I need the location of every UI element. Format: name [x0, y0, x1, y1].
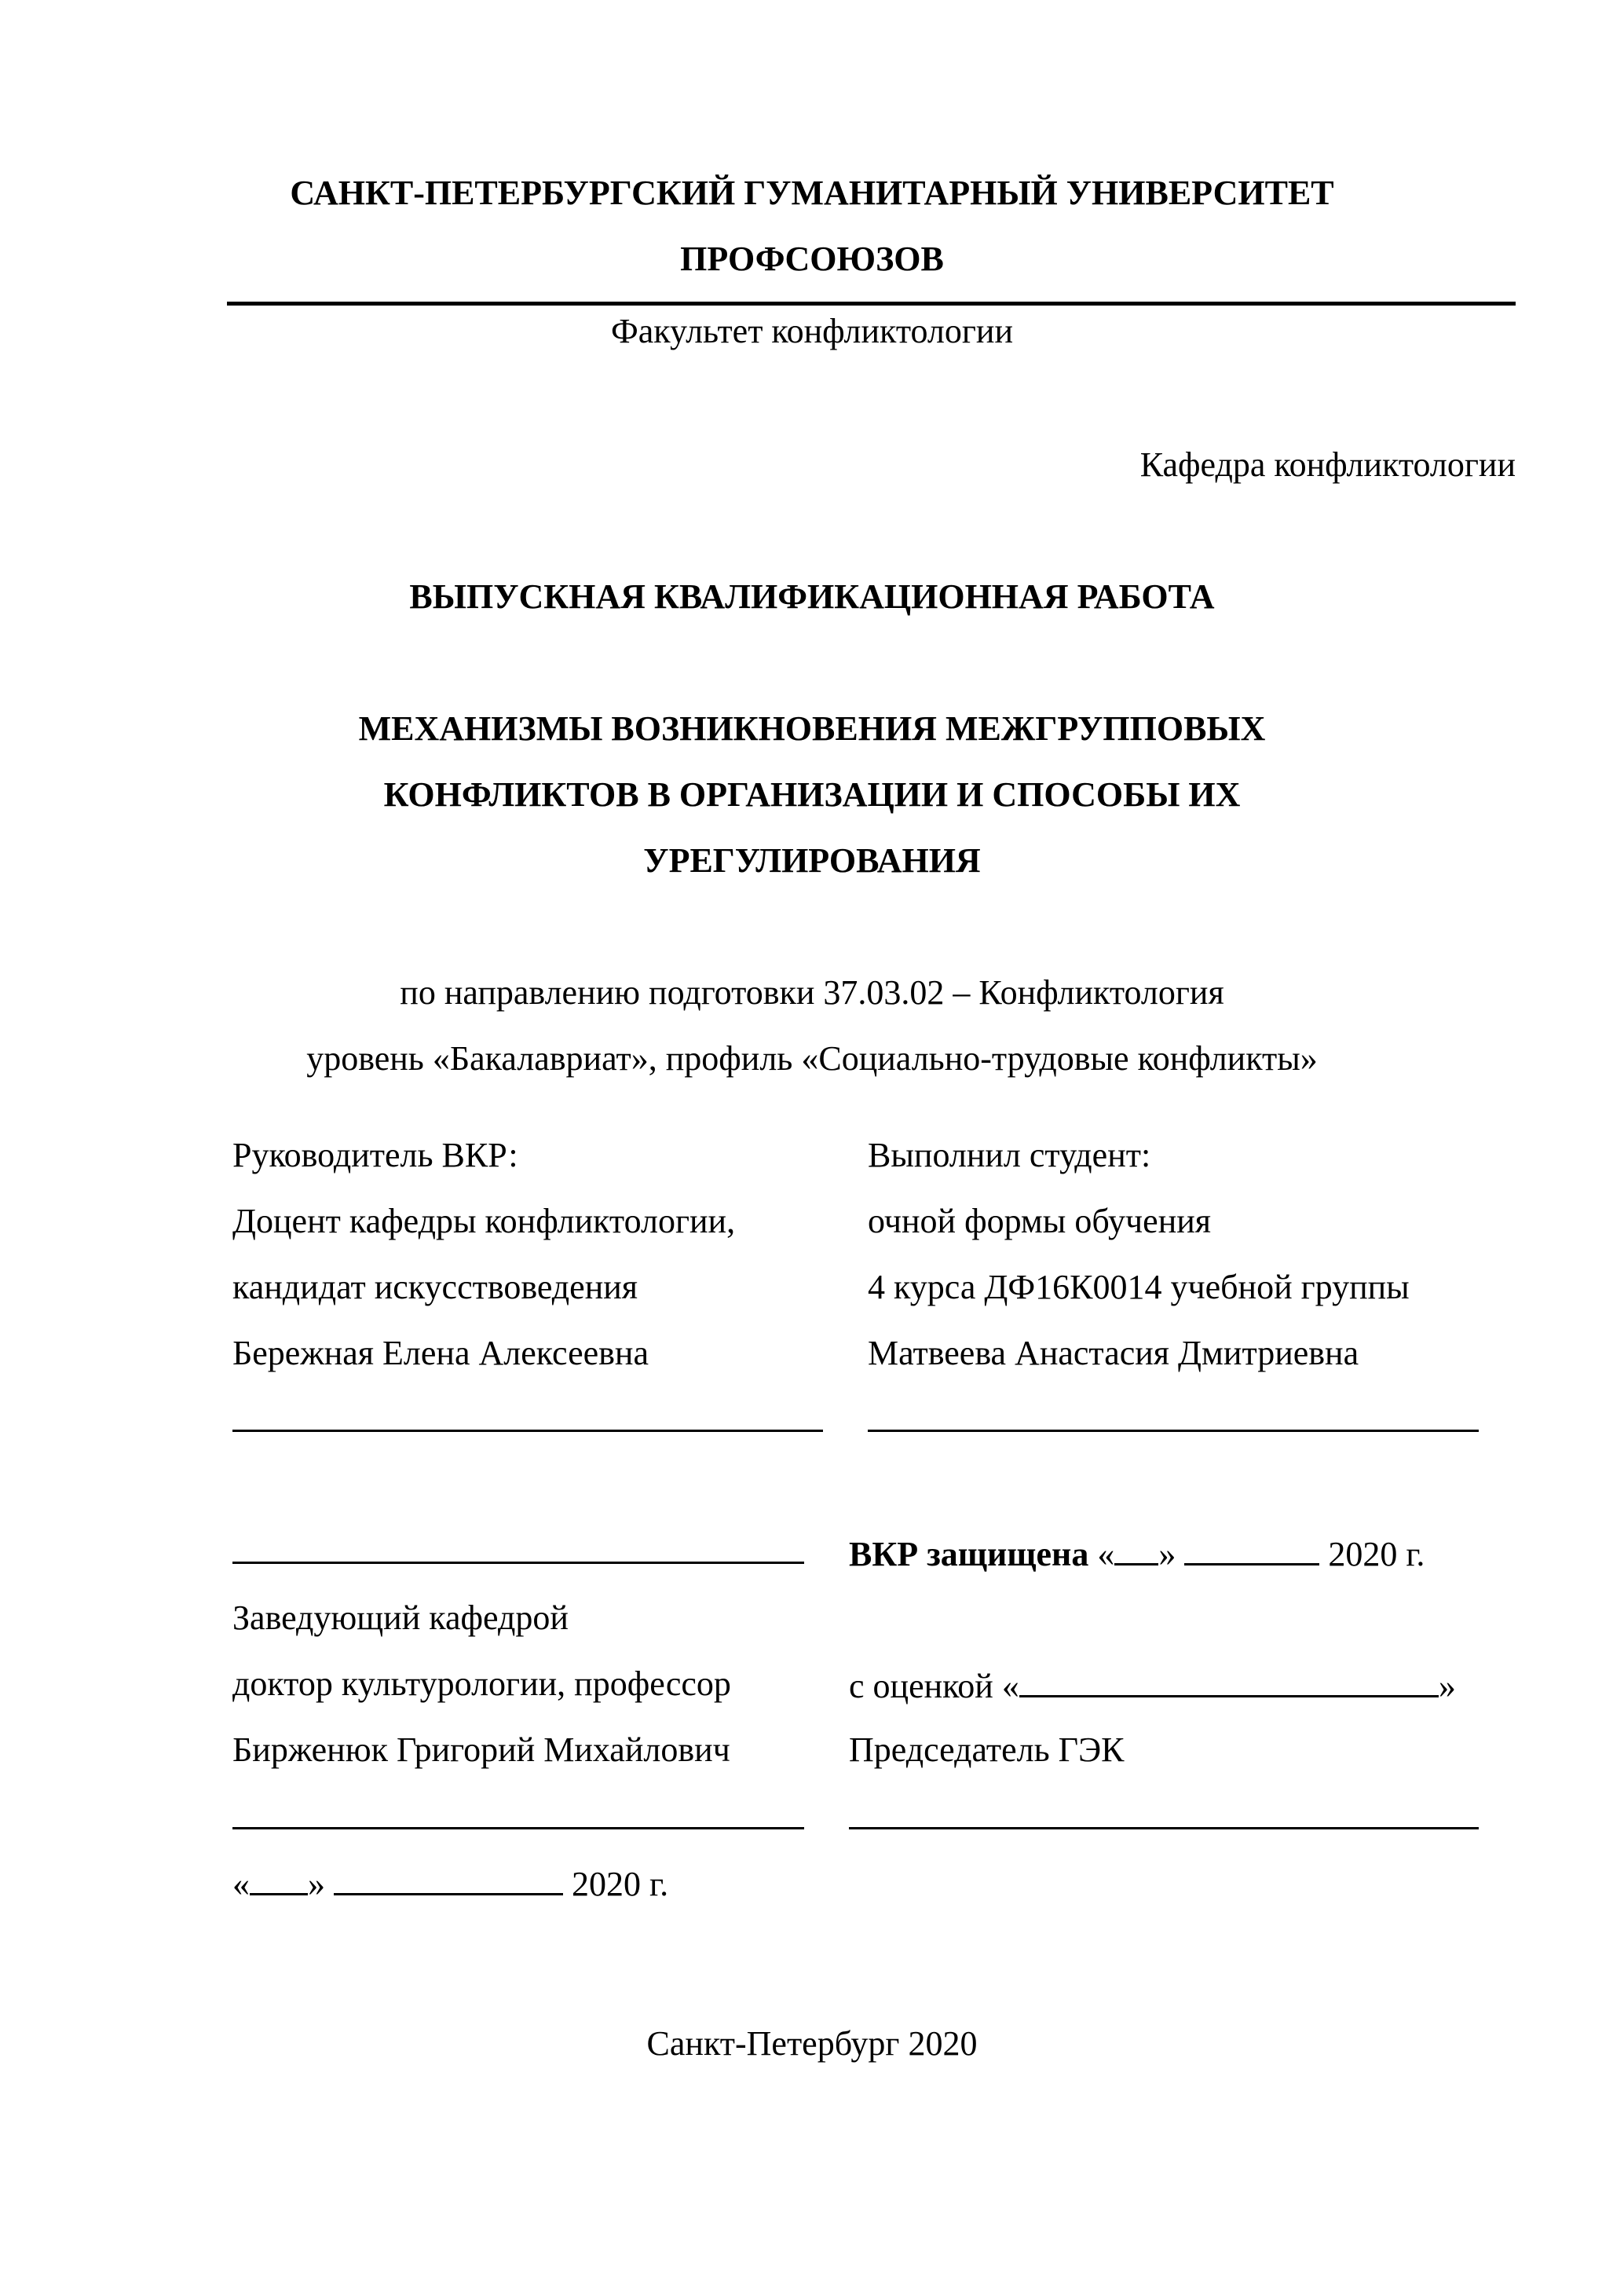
- head-title: Заведующий кафедрой: [232, 1598, 569, 1637]
- defense-day-blank[interactable]: [1114, 1532, 1158, 1565]
- city-year: Санкт-Петербург 2020: [646, 2024, 978, 2063]
- student-group: 4 курса ДФ16К0014 учебной группы: [868, 1268, 1410, 1306]
- gek-chair-signature-line: [849, 1827, 1479, 1829]
- student-study-form: очной формы обучения: [868, 1202, 1212, 1240]
- head-degree: доктор культурологии, профессор: [232, 1664, 731, 1703]
- head-date-day-blank[interactable]: [250, 1862, 308, 1895]
- department-name: Кафедра конфликтологии: [1139, 445, 1516, 484]
- head-signature-line-top: [232, 1562, 804, 1564]
- student-name: Матвеева Анастасия Дмитриевна: [868, 1334, 1359, 1372]
- grade-line: [849, 1664, 1456, 1707]
- header-divider: [227, 302, 1516, 306]
- head-date-quote-close: »: [308, 1865, 325, 1903]
- thesis-title-line2: КОНФЛИКТОВ В ОРГАНИЗАЦИИ И СПОСОБЫ ИХ: [383, 775, 1241, 814]
- head-date-quote-open: «: [232, 1865, 250, 1903]
- gek-chair-label: Председатель ГЭК: [849, 1730, 1125, 1769]
- thesis-title-line3: УРЕГУЛИРОВАНИЯ: [643, 841, 981, 880]
- program-line2: уровень «Бакалавриат», профиль «Социально-трудовые конфликты»: [306, 1039, 1318, 1078]
- thesis-title-line1: МЕХАНИЗМЫ ВОЗНИКНОВЕНИЯ МЕЖГРУППОВЫХ: [358, 709, 1266, 748]
- university-name-line1: САНКТ-ПЕТЕРБУРГСКИЙ ГУМАНИТАРНЫЙ УНИВЕРСИТЕТ: [290, 174, 1334, 212]
- program-line1: по направлению подготовки 37.03.02 – Конфликтология: [400, 973, 1224, 1012]
- supervisor-label: Руководитель ВКР:: [232, 1136, 518, 1174]
- head-signature-line: [232, 1827, 804, 1829]
- defense-label: ВКР защищена: [849, 1535, 1089, 1573]
- supervisor-position: Доцент кафедры конфликтологии,: [232, 1202, 736, 1240]
- head-date-line: [232, 1862, 668, 1905]
- head-date-year: 2020 г.: [572, 1865, 669, 1903]
- grade-quote-close: »: [1438, 1667, 1456, 1705]
- grade-label: с оценкой «: [849, 1667, 1019, 1705]
- student-signature-line: [868, 1430, 1479, 1432]
- head-date-month-blank[interactable]: [334, 1862, 563, 1895]
- supervisor-degree: кандидат искусствоведения: [232, 1268, 638, 1306]
- defense-date-line: [849, 1532, 1425, 1575]
- supervisor-signature-line: [232, 1430, 823, 1432]
- faculty-name: Факультет конфликтологии: [610, 312, 1013, 350]
- head-name: Бирженюк Григорий Михайлович: [232, 1730, 730, 1769]
- supervisor-name: Бережная Елена Алексеевна: [232, 1334, 649, 1372]
- defense-quote-open: «: [1097, 1535, 1115, 1573]
- student-label: Выполнил студент:: [868, 1136, 1151, 1174]
- university-name-line2: ПРОФСОЮЗОВ: [680, 240, 944, 278]
- defense-month-blank[interactable]: [1184, 1532, 1319, 1565]
- defense-year: 2020 г.: [1328, 1535, 1425, 1573]
- work-type: ВЫПУСКНАЯ КВАЛИФИКАЦИОННАЯ РАБОТА: [409, 577, 1215, 616]
- grade-blank[interactable]: [1019, 1664, 1439, 1697]
- defense-quote-close: »: [1158, 1535, 1176, 1573]
